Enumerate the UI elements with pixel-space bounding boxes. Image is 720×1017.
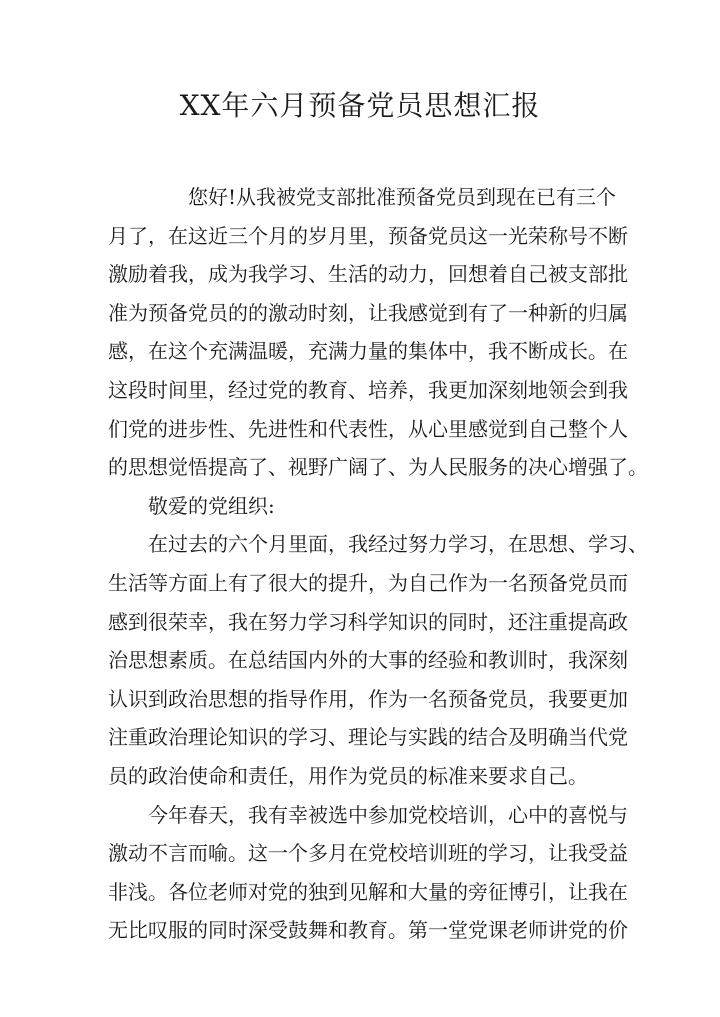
text-line: 月了，在这近三个月的岁月里，预备党员这一光荣称号不断 [108,223,628,248]
text-line: 您好!从我被党支部批准预备党员到现在已有三个 [188,185,617,209]
text-line: 今年春天，我有幸被选中参加党校培训，心中的喜悦与 [148,802,628,827]
text-line: 感到很荣幸，我在努力学习科学知识的同时，还注重提高政 [108,609,628,634]
text-line: 员的政治使命和责任，用作为党员的标准来要求自己。 [108,763,588,788]
text-line: 们党的进步性、先进性和代表性，从心里感觉到自己整个人 [108,416,628,441]
salutation-line: 敬爱的党组织: [148,493,275,518]
text-line: 感，在这个充满温暖，充满力量的集体中，我不断成长。在 [108,339,628,364]
text-line: 这段时间里，经过党的教育、培养，我更加深刻地领会到我 [108,377,628,402]
document-title: XX年六月预备党员思想汇报 [179,89,541,122]
text-line: 治思想素质。在总结国内外的大事的经验和教训时，我深刻 [108,648,628,673]
text-line: 生活等方面上有了很大的提升，为自己作为一名预备党员而 [108,570,628,595]
text-line: 非浅。各位老师对党的独到见解和大量的旁征博引，让我在 [108,879,628,904]
text-line: 无比叹服的同时深受鼓舞和教育。第一堂党课老师讲党的价 [108,918,628,943]
text-line: 注重政治理论知识的学习、理论与实践的结合及明确当代党 [108,725,628,750]
document-body [108,178,648,950]
text-line: 在过去的六个月里面，我经过努力学习，在思想、学习、 [148,532,648,557]
text-line: 激动不言而喻。这一个多月在党校培训班的学习，让我受益 [108,841,628,866]
text-line: 认识到政治思想的指导作用，作为一名预备党员，我要更加 [108,686,628,711]
text-line: 准为预备党员的的激动时刻，让我感觉到有了一种新的归属 [108,300,628,325]
text-line: 激励着我，成为我学习、生活的动力，回想着自己被支部批 [108,262,628,287]
text-line: 的思想觉悟提高了、视野广阔了、为人民服务的决心增强了。 [108,455,648,480]
